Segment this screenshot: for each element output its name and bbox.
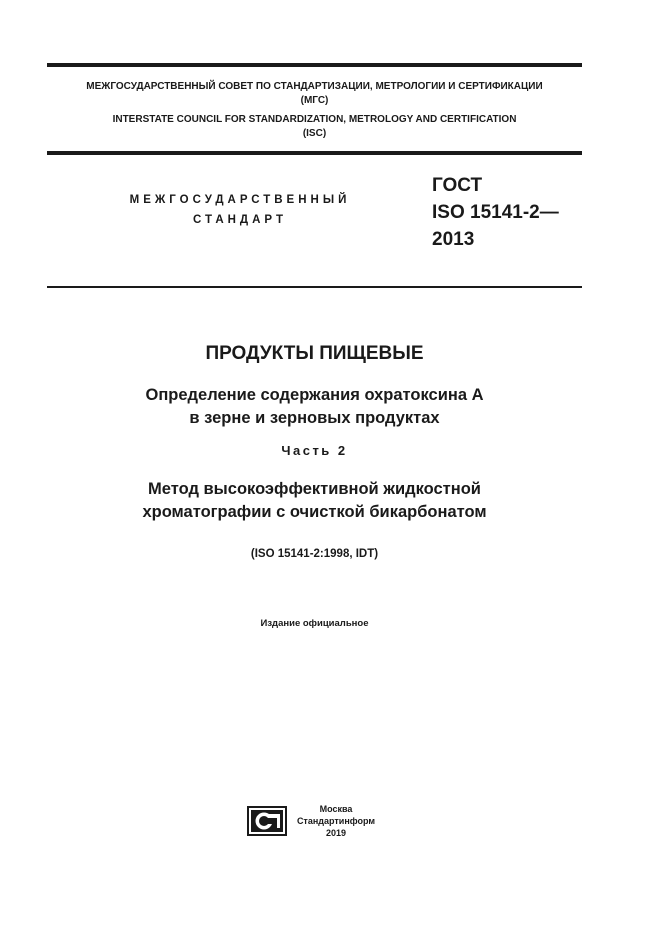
council-en-name: INTERSTATE COUNCIL FOR STANDARDIZATION, METROLOGY AND CERTIFICATION	[112, 114, 517, 125]
method-title-line1: Метод высокоэффективной жидкостной	[148, 480, 481, 498]
subtitle-line2: в зерне и зерновых продуктах	[189, 409, 440, 427]
designation-rule	[47, 286, 582, 288]
subtitle-line1: Определение содержания охратоксина А	[145, 386, 484, 404]
publisher-block	[296, 803, 376, 839]
standard-label-line2: СТАНДАРТ	[193, 214, 287, 226]
council-ru-abbr: (МГС)	[300, 95, 329, 106]
designation-line1: ГОСТ	[432, 175, 483, 196]
publisher-name: Стандартинформ	[296, 816, 376, 826]
standard-label-line1: МЕЖГОСУДАРСТВЕННЫЙ	[129, 194, 351, 206]
header-rule	[47, 151, 582, 155]
iso-reference: (ISO 15141-2:1998, IDT)	[250, 548, 379, 560]
main-title: ПРОДУКТЫ ПИЩЕВЫЕ	[205, 343, 424, 364]
method-title-line2: хроматографии с очисткой бикарбонатом	[142, 503, 487, 521]
top-rule	[47, 63, 582, 67]
designation-line3: 2013	[432, 229, 475, 250]
designation-line2: ISO 15141-2—	[432, 202, 559, 223]
council-ru-name: МЕЖГОСУДАРСТВЕННЫЙ СОВЕТ ПО СТАНДАРТИЗАЦИИ, МЕТРОЛОГИИ И СЕРТИФИКАЦИИ	[86, 81, 543, 92]
part-number: Часть 2	[281, 443, 348, 458]
edition-note: Издание официальное	[260, 618, 369, 629]
publisher-year: 2019	[325, 828, 347, 838]
standard-designation	[432, 172, 559, 253]
council-en-abbr: (ISC)	[302, 128, 327, 139]
standartinform-logo-icon	[247, 806, 287, 836]
publisher-city: Москва	[319, 804, 353, 814]
